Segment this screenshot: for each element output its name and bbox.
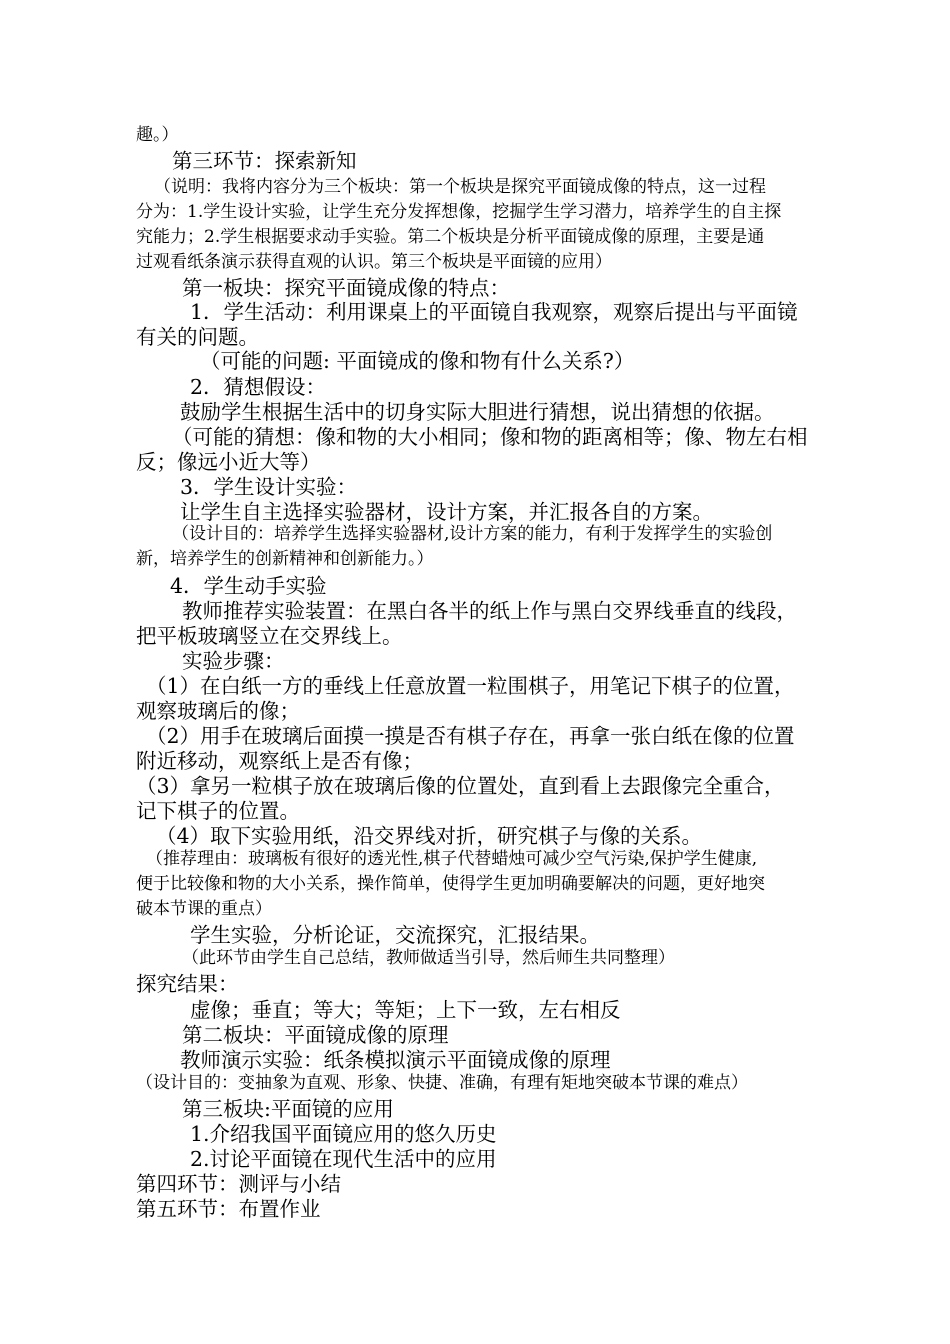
text-line: 1.介绍我国平面镜应用的悠久历史 bbox=[190, 1122, 497, 1146]
text-line: 第二板块：平面镜成像的原理 bbox=[182, 1023, 449, 1047]
text-line: 附近移动，观察纸上是否有像； bbox=[136, 749, 423, 773]
text-line: 有关的问题。 bbox=[136, 325, 259, 349]
text-line: 第五环节：布置作业 bbox=[136, 1197, 321, 1221]
text-line: （可能的问题: 平面镜成的像和物有什么关系?） bbox=[200, 349, 635, 373]
text-line: （可能的猜想：像和物的大小相同；像和物的距离相等；像、物左右相 bbox=[172, 425, 808, 449]
text-line: （1）在白纸一方的垂线上任意放置一粒围棋子，用笔记下棋子的位置， bbox=[146, 674, 795, 698]
text-line: （说明：我将内容分为三个板块：第一个板块是探究平面镜成像的特点，这一过程 bbox=[154, 177, 766, 197]
text-line: 把平板玻璃竖立在交界线上。 bbox=[136, 624, 403, 648]
text-line: 3．学生设计实验： bbox=[180, 475, 358, 499]
text-line: 让学生自主选择实验器材，设计方案，并汇报各自的方案。 bbox=[180, 500, 713, 524]
text-line: 第四环节：测评与小结 bbox=[136, 1172, 341, 1196]
text-line: 虚像；垂直；等大；等矩；上下一致，左右相反 bbox=[190, 998, 621, 1022]
text-line: 学生实验，分析论证，交流探究，汇报结果。 bbox=[190, 923, 600, 947]
text-line: 4．学生动手实验 bbox=[170, 574, 327, 598]
text-line: （2）用手在玻璃后面摸一摸是否有棋子存在，再拿一张白纸在像的位置 bbox=[146, 724, 795, 748]
text-line: 新，培养学生的创新精神和创新能力。） bbox=[136, 549, 434, 569]
text-line: 观察玻璃后的像； bbox=[136, 699, 300, 723]
text-line: 鼓励学生根据生活中的切身实际大胆进行猜想，说出猜想的依据。 bbox=[180, 400, 775, 424]
text-line: 实验步骤： bbox=[182, 649, 285, 673]
text-line: 探究结果： bbox=[136, 972, 239, 996]
text-line: （设计目的：变抽象为直观、形象、快捷、准确，有理有矩地突破本节课的难点） bbox=[136, 1073, 748, 1093]
text-line: 反；像远小近大等） bbox=[136, 450, 321, 474]
text-line: （3）拿另一粒棋子放在玻璃后像的位置处，直到看上去跟像完全重合， bbox=[136, 774, 785, 798]
text-line: 教师推荐实验装置：在黑白各半的纸上作与黑白交界线垂直的线段， bbox=[182, 599, 797, 623]
text-line: 第三环节：探索新知 bbox=[172, 149, 357, 173]
text-line: 第三板块:平面镜的应用 bbox=[182, 1097, 394, 1121]
text-line: （4）取下实验用纸，沿交界线对折，研究棋子与像的关系。 bbox=[156, 824, 703, 848]
text-line: （此环节由学生自己总结，教师做适当引导，然后师生共同整理） bbox=[182, 948, 675, 968]
text-line: 2．猜想假设： bbox=[190, 375, 327, 399]
text-line: 过观看纸条演示获得直观的认识。第三个板块是平面镜的应用） bbox=[136, 252, 612, 272]
text-line: 2.讨论平面镜在现代生活中的应用 bbox=[190, 1147, 497, 1171]
text-line: 记下棋子的位置。 bbox=[136, 799, 300, 823]
text-line: 趣。） bbox=[136, 125, 179, 145]
text-line: 分为：1.学生设计实验，让学生充分发挥想像，挖掘学生学习潜力，培养学生的自主探 bbox=[136, 202, 782, 222]
text-line: （推荐理由：玻璃板有很好的透光性,棋子代替蜡烛可减少空气污染,保护学生健康, bbox=[146, 849, 758, 869]
text-line: 教师演示实验：纸条模拟演示平面镜成像的原理 bbox=[180, 1048, 611, 1072]
text-line: 破本节课的重点） bbox=[136, 899, 272, 919]
text-line: （设计目的：培养学生选择实验器材,设计方案的能力，有利于发挥学生的实验创 bbox=[172, 524, 773, 544]
text-line: 究能力；2.学生根据要求动手实验。第二个板块是分析平面镜成像的原理，主要是通 bbox=[136, 227, 765, 247]
text-line: 第一板块：探究平面镜成像的特点： bbox=[182, 276, 510, 300]
text-line: 便于比较像和物的大小关系，操作简单，使得学生更加明确要解决的问题，更好地突 bbox=[136, 874, 765, 894]
text-line: 1．学生活动：利用课桌上的平面镜自我观察，观察后提出与平面镜 bbox=[190, 300, 798, 324]
